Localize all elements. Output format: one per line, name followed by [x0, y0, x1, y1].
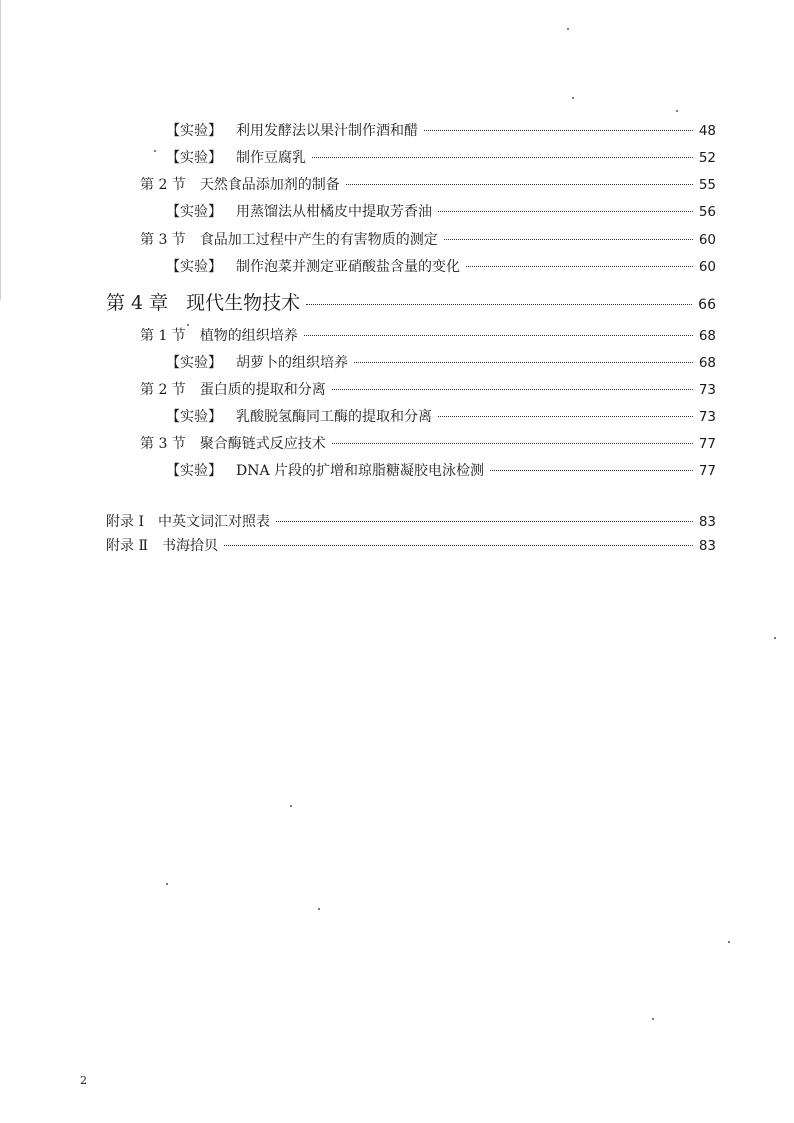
entry-title: 制作豆腐乳 [236, 150, 306, 166]
entry-page: 56 [698, 204, 716, 220]
scan-speck [154, 150, 156, 152]
dot-leader [312, 157, 693, 158]
entry-page: 60 [698, 259, 716, 275]
entry-title: 利用发酵法以果汁制作酒和醋 [236, 123, 418, 139]
entry-title: 中英文词汇对照表 [157, 514, 270, 530]
toc-entry-experiment[interactable] [166, 406, 716, 426]
entry-title: 现代生物技术 [186, 292, 301, 314]
entry-number: 【实验】 [166, 409, 222, 425]
entry-number: 【实验】 [166, 259, 222, 275]
entry-title: 胡萝卜的组织培养 [236, 355, 348, 371]
entry-title: DNA 片段的扩增和琼脂糖凝胶电泳检测 [236, 463, 485, 479]
entry-number: 【实验】 [166, 355, 222, 371]
entry-number: 附录 Ⅱ [106, 538, 148, 554]
scan-speck [728, 941, 730, 943]
dot-leader [332, 443, 693, 444]
scan-speck [166, 883, 168, 885]
dot-leader [354, 362, 693, 363]
dot-leader [224, 545, 693, 546]
dot-leader [466, 266, 693, 267]
entry-title: 用蒸馏法从柑橘皮中提取芳香油 [236, 204, 432, 220]
entry-number: 第 4 章 [106, 292, 169, 314]
entry-title: 天然食品添加剂的制备 [199, 177, 340, 193]
entry-number: 第 3 节 [140, 436, 186, 452]
dot-leader [438, 416, 693, 417]
scan-speck [676, 110, 678, 112]
scan-speck [290, 805, 292, 807]
entry-page: 73 [698, 382, 716, 398]
toc-entry-experiment[interactable] [166, 201, 716, 221]
page-number: 2 [80, 1074, 87, 1087]
toc-entry-section[interactable] [140, 433, 716, 453]
dot-leader [306, 304, 692, 305]
toc-entry-experiment[interactable] [166, 147, 716, 167]
entry-title: 植物的组织培养 [199, 328, 298, 344]
entry-title: 书海拾贝 [161, 538, 218, 554]
dot-leader [346, 184, 693, 185]
dot-leader [438, 211, 693, 212]
entry-number: 【实验】 [166, 123, 222, 139]
toc-entry-section[interactable] [140, 174, 716, 194]
entry-page: 66 [698, 297, 716, 313]
entry-number: 第 1 节 [140, 328, 186, 344]
entry-page: 83 [698, 514, 716, 530]
dot-leader [444, 239, 693, 240]
entry-title: 聚合酶链式反应技术 [199, 436, 326, 452]
toc-entry-experiment[interactable] [166, 120, 716, 140]
entry-page: 73 [698, 409, 716, 425]
scan-edge [0, 0, 1, 300]
toc-entry-section[interactable] [140, 229, 716, 249]
toc-entry-section[interactable] [140, 325, 716, 345]
scan-speck [318, 908, 320, 910]
dot-leader [424, 130, 693, 131]
scan-speck [567, 28, 569, 30]
entry-title: 制作泡菜并测定亚硝酸盐含量的变化 [236, 259, 460, 275]
scan-speck [652, 1018, 654, 1020]
entry-number: 第 2 节 [140, 382, 186, 398]
entry-page: 48 [698, 123, 716, 139]
scan-speck [187, 324, 189, 326]
dot-leader [304, 335, 693, 336]
dot-leader [276, 521, 693, 522]
entry-number: 第 2 节 [140, 177, 186, 193]
toc-entry-experiment[interactable] [166, 352, 716, 372]
toc-entry-appendix[interactable] [106, 511, 716, 531]
entry-page: 77 [698, 436, 716, 452]
entry-number: 【实验】 [166, 463, 222, 479]
toc-entry-appendix[interactable] [106, 535, 716, 555]
entry-page: 52 [698, 150, 716, 166]
dot-leader [332, 389, 693, 390]
entry-title: 乳酸脱氢酶同工酶的提取和分离 [236, 409, 432, 425]
entry-title: 食品加工过程中产生的有害物质的测定 [199, 232, 438, 248]
dot-leader [490, 470, 693, 471]
toc-entry-chapter[interactable] [106, 288, 716, 315]
entry-page: 83 [698, 538, 716, 554]
entry-title: 蛋白质的提取和分离 [199, 382, 326, 398]
toc-entry-experiment[interactable] [166, 460, 716, 480]
entry-page: 68 [698, 355, 716, 371]
scan-speck [572, 97, 574, 99]
entry-page: 77 [698, 463, 716, 479]
toc-entry-experiment[interactable] [166, 256, 716, 276]
scan-speck [774, 637, 776, 639]
entry-number: 第 3 节 [140, 232, 186, 248]
entry-number: 【实验】 [166, 204, 222, 220]
entry-page: 60 [698, 232, 716, 248]
entry-page: 55 [698, 177, 716, 193]
toc-entry-section[interactable] [140, 379, 716, 399]
entry-page: 68 [698, 328, 716, 344]
entry-number: 【实验】 [166, 150, 222, 166]
entry-number: 附录 Ⅰ [106, 514, 144, 530]
